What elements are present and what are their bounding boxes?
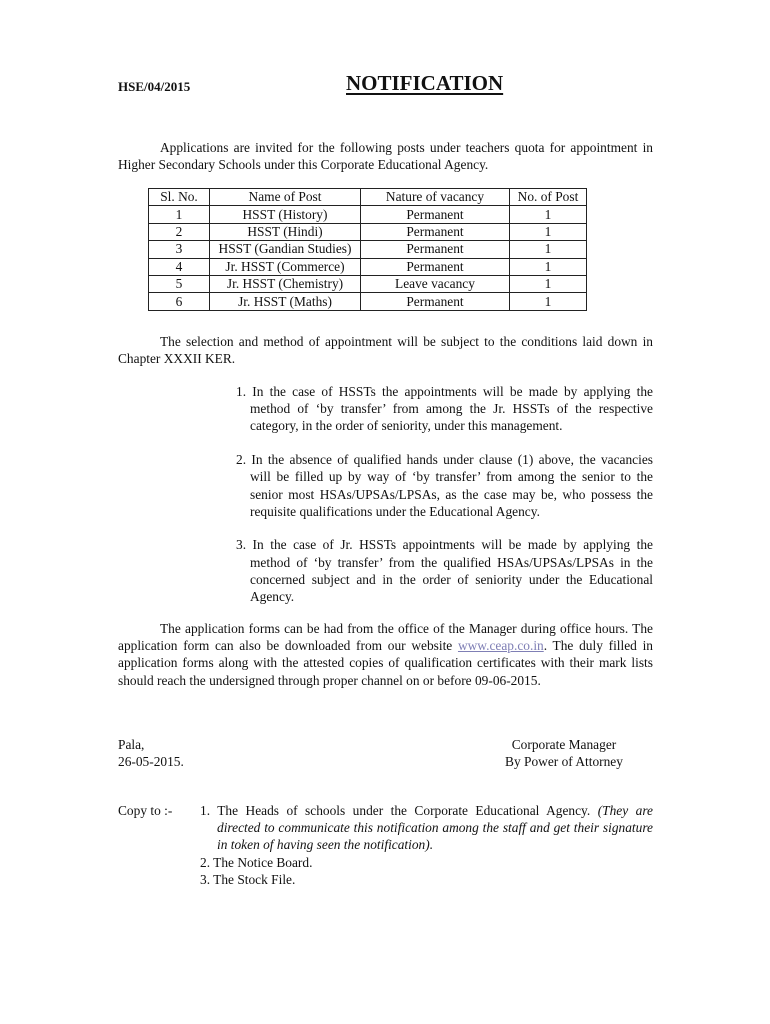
forms-text-after: . The duly filled in application forms along with the attested copies of qualification certificates with their mark lists should reach the undersigned through proper channel on or before 09-06-2015. [118, 638, 653, 688]
table-cell: 6 [149, 293, 210, 310]
copy-to-label: Copy to :- [118, 803, 173, 818]
column-header: Name of Post [210, 189, 361, 206]
copy-to-list [200, 802, 653, 888]
signer-title: Corporate Manager [511, 737, 617, 752]
condition-item: 1. In the case of HSSTs the appointments will be made by applying the method of ‘by transfer’ from among the Jr. HSSTs of the respective category, in the order of seniority, under this management. [236, 384, 653, 434]
copy-item: 2. The Notice Board. [200, 854, 313, 870]
posts-table [148, 188, 587, 311]
table-cell: 1 [510, 275, 587, 292]
table-cell: 4 [149, 258, 210, 275]
copy-item: 3. The Stock File. [200, 871, 296, 887]
table-row [149, 206, 587, 223]
table-row [149, 223, 587, 240]
table-cell: Leave vacancy [361, 275, 510, 292]
table-row [149, 275, 587, 292]
table-row [149, 258, 587, 275]
reference-number: HSE/04/2015 [118, 79, 191, 94]
table-cell: Jr. HSST (Maths) [210, 293, 361, 310]
application-forms-paragraph [118, 620, 653, 689]
table-cell: 3 [149, 241, 210, 258]
table-cell: 1 [149, 206, 210, 223]
forms-text-before: The application forms can be had from the office of the Manager during office hours. The application form can also be downloaded from our website [118, 621, 653, 654]
column-header: Nature of vacancy [361, 189, 510, 206]
intro-paragraph: Applications are invited for the following posts under teachers quota for appointment in Higher Secondary Schools under this Corporate Educational Agency. [118, 140, 653, 173]
table-cell: Permanent [361, 223, 510, 240]
signature-block [500, 736, 628, 770]
copy-item [200, 802, 653, 854]
table-cell: 1 [510, 241, 587, 258]
selection-paragraph: The selection and method of appointment will be subject to the conditions laid down in Chapter XXXII KER. [118, 334, 653, 367]
website-link[interactable]: www.ceap.co.in [457, 638, 544, 654]
table-cell: 5 [149, 275, 210, 292]
table-cell: 1 [510, 258, 587, 275]
table-row [149, 293, 587, 310]
table-cell: 1 [510, 293, 587, 310]
column-header: No. of Post [510, 189, 587, 206]
table-cell: Jr. HSST (Chemistry) [210, 275, 361, 292]
signer-subtitle: By Power of Attorney [505, 754, 623, 770]
condition-item: 2. In the absence of qualified hands under clause (1) above, the vacancies will be filled up by way of ‘by transfer’ from among the senior to the senior most HSAs/UPSAs/LPSAs, as the case may be, who possess the requisite qualifications under the Educational Agency. [236, 452, 653, 519]
table-cell: HSST (History) [210, 206, 361, 223]
table-cell: Permanent [361, 241, 510, 258]
table-cell: HSST (Hindi) [210, 223, 361, 240]
table-cell: Permanent [361, 258, 510, 275]
table-row [149, 241, 587, 258]
table-cell: Permanent [361, 293, 510, 310]
table-cell: Jr. HSST (Commerce) [210, 258, 361, 275]
copy-item-note: (They are directed to communicate this notification among the staff and get their signature in token of having seen the notification). [217, 803, 653, 853]
table-cell: Permanent [361, 206, 510, 223]
place: Pala, [118, 737, 145, 752]
table-cell: 1 [510, 206, 587, 223]
page-title: NOTIFICATION [346, 71, 504, 95]
column-header: Sl. No. [149, 189, 210, 206]
place-date [118, 736, 184, 770]
conditions-list [236, 383, 653, 622]
table-header-row [149, 189, 587, 206]
copy-item-text: 1. The Heads of schools under the Corporate Educational Agency. [200, 803, 591, 818]
condition-item: 3. In the case of Jr. HSSTs appointments will be made by applying the method of ‘by transfer’ from the qualified HSAs/UPSAs/LPSAs in the concerned subject and in the order of seniority under the Educational Agency. [236, 537, 653, 605]
table-cell: HSST (Gandian Studies) [210, 241, 361, 258]
table-cell: 1 [510, 223, 587, 240]
table-cell: 2 [149, 223, 210, 240]
date: 26-05-2015. [118, 754, 184, 770]
